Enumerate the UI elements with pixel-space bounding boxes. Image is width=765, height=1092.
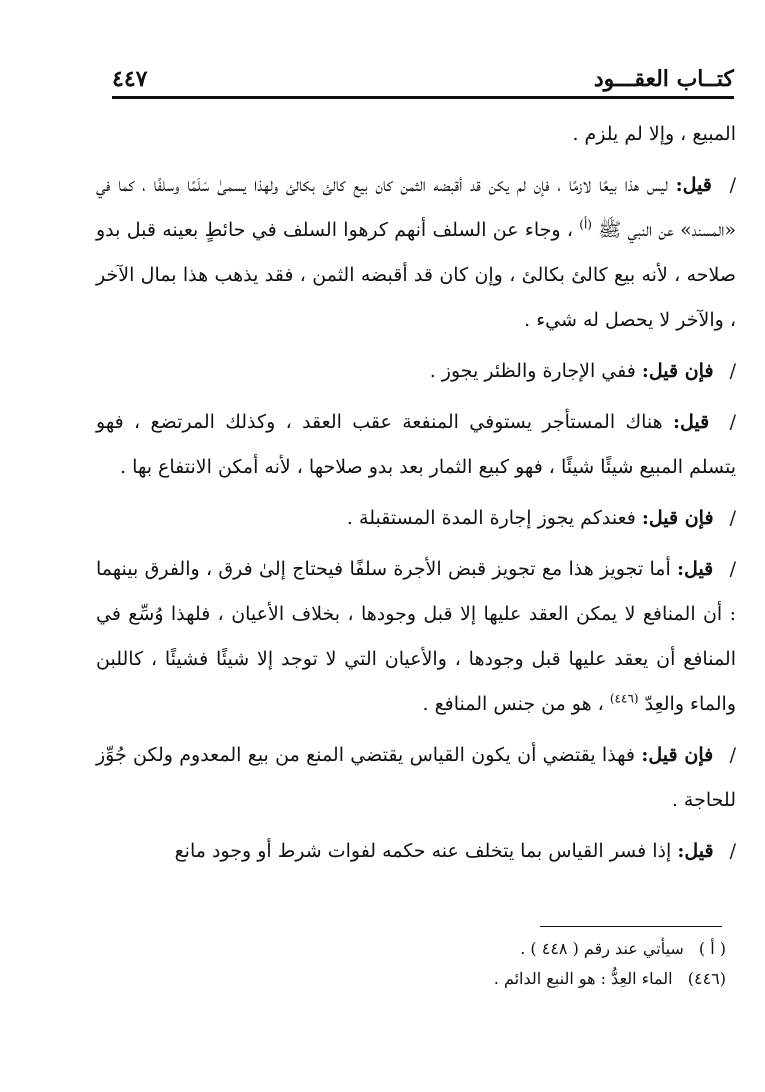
footnotes bbox=[300, 934, 726, 994]
paragraph-text: فعندكم يجوز إجارة المدة المستقبلة . bbox=[346, 507, 636, 529]
footnote-reference: (أ) bbox=[579, 217, 592, 232]
footnote-marker: (٤٤٦) bbox=[687, 969, 726, 988]
paragraph-answer-4 bbox=[96, 829, 736, 874]
slash-marker: / bbox=[729, 360, 736, 382]
paragraph-text: فهذا يقتضي أن يكون القياس يقتضي المنع من بيع المعدوم ولكن جُوِّز للحاجة . bbox=[96, 744, 736, 811]
body-text bbox=[96, 112, 736, 880]
answer-label: قيل: bbox=[677, 558, 714, 580]
paragraph-answer-1 bbox=[96, 163, 736, 343]
paragraph-text: ليس هذا بيعًا لازمًا ، فإن لم يكن قد أقبضه الثمن كان بيع كالئ بكالئ ولهذا يسمىٰ سَلَمًا وسلفًا ، كما في «المسند» عن النبي ﷺ bbox=[96, 174, 736, 241]
footnote-reference: (٤٤٦) bbox=[609, 691, 639, 706]
paragraph-question-1 bbox=[96, 349, 736, 394]
page-header bbox=[112, 60, 734, 94]
paragraph-question-2 bbox=[96, 496, 736, 541]
running-title: كتــاب العقـــود bbox=[593, 66, 734, 92]
paragraph-text: أما تجويز هذا مع تجويز قبض الأجرة سلفًا فيحتاج إلىٰ فرق ، والفرق بينهما : أن المنافع لا يمكن العقد عليها إلا قبل وجودها ، بخلاف الأعيان ، فلهذا وُسِّع في المنافع أن يعقد عليها قبل وجودها ، والأعيان التي لا توجد إلا شيئًا فشيئًا ، كاللبن والماء والعِدّ bbox=[96, 558, 736, 715]
footnote-rule bbox=[540, 926, 722, 927]
footnote-text: سيأتي عند رقم ( ٤٤٨ ) . bbox=[520, 939, 684, 958]
footnote-text: الماء العِدُّ : هو النبع الدائم . bbox=[493, 969, 673, 988]
paragraph-text: إذا فسر القياس بما يتخلف عنه حكمه لفوات شرط أو وجود مانع bbox=[174, 840, 672, 862]
paragraph-answer-2 bbox=[96, 400, 736, 490]
answer-label: قيل: bbox=[675, 174, 712, 196]
slash-marker: / bbox=[729, 558, 736, 580]
paragraph-text: ، هو من جنس المنافع . bbox=[422, 693, 604, 715]
slash-marker: / bbox=[729, 411, 737, 433]
footnote bbox=[300, 934, 726, 964]
question-label: فإن قيل: bbox=[641, 507, 714, 529]
question-label: فإن قيل: bbox=[641, 360, 714, 382]
answer-label: قيل: bbox=[677, 840, 714, 862]
paragraph-answer-3 bbox=[96, 547, 736, 727]
slash-marker: / bbox=[729, 840, 736, 862]
page-number: ٤٤٧ bbox=[112, 66, 148, 92]
paragraph-text: هناك المستأجر يستوفي المنفعة عقب العقد ، وكذلك المرتضع ، فهو يتسلم المبيع شيئًا شيئًا ، فهو كبيع الثمار بعد بدو صلاحها ، لأنه أمكن الانتفاع بها . bbox=[96, 411, 736, 478]
paragraph-text: المبيع ، وإلا لم يلزم . bbox=[572, 123, 736, 145]
footnote-marker: ( أ ) bbox=[698, 939, 726, 958]
question-label: فإن قيل: bbox=[641, 744, 714, 766]
paragraph-text: ، وجاء عن السلف أنهم كرهوا السلف في حائطٍ بعينه قبل بدو صلاحه ، لأنه بيع كالئ بكالئ ، وإن كان قد أقبضه الثمن ، فقد يذهب هذا بمال الآخر ، والآخر لا يحصل له شيء . bbox=[96, 219, 736, 331]
slash-marker: / bbox=[729, 507, 736, 529]
slash-marker: / bbox=[729, 744, 736, 766]
paragraph-continuation bbox=[96, 112, 736, 157]
paragraph-question-3 bbox=[96, 733, 736, 823]
footnote bbox=[300, 964, 726, 994]
slash-marker: / bbox=[729, 174, 736, 196]
answer-label: قيل: bbox=[673, 411, 710, 433]
paragraph-text: ففي الإجارة والظئر يجوز . bbox=[429, 360, 636, 382]
header-rule bbox=[112, 96, 734, 99]
